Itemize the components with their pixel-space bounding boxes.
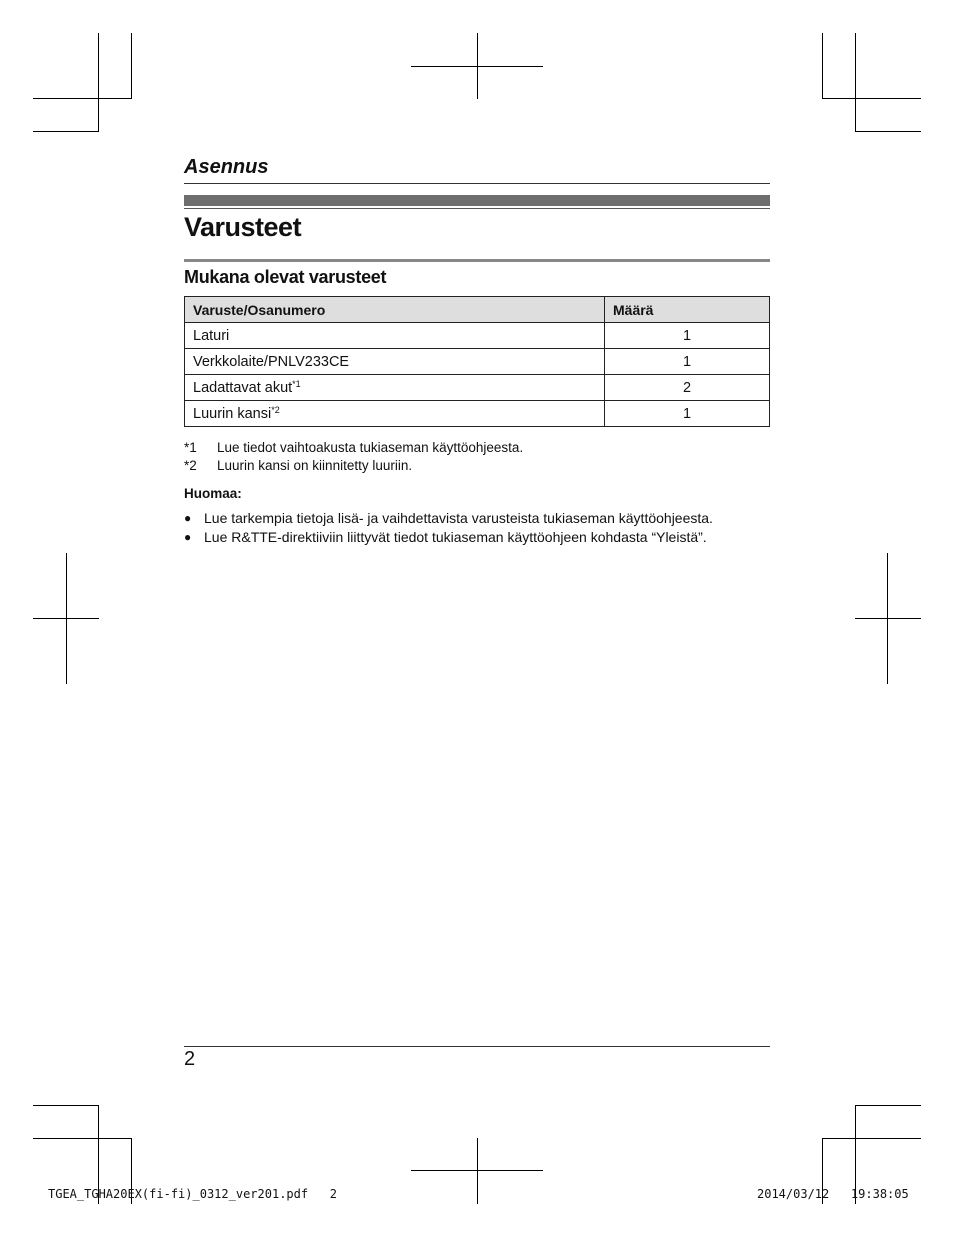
- page-number: 2: [184, 1048, 196, 1070]
- list-item: [184, 527, 713, 546]
- list-item-text: Lue tarkempia tietoja lisä- ja vaihdettavista varusteista tukiaseman käyttöohjeesta.: [204, 509, 713, 526]
- footnotes: [184, 440, 523, 476]
- title-underline: [184, 259, 770, 262]
- title-rule-top: [184, 208, 770, 209]
- page-title: Varusteet: [184, 212, 302, 242]
- table-header-row: [185, 297, 770, 323]
- crop-mark: [33, 618, 99, 619]
- item-cell: [185, 401, 605, 427]
- table-row: [185, 401, 770, 427]
- title-bar: [184, 195, 770, 206]
- crop-mark: [131, 33, 132, 99]
- footnote-mark: *2: [184, 458, 197, 473]
- footer-rule: [184, 1046, 770, 1047]
- footnote-mark: *1: [184, 440, 197, 455]
- crop-mark: [822, 1138, 921, 1139]
- accessories-table: [184, 296, 770, 427]
- crop-mark: [411, 66, 543, 67]
- crop-mark: [855, 1105, 921, 1106]
- list-item-text: Lue R&TTE-direktiiviin liittyvät tiedot tukiaseman käyttöohjeen kohdasta “Yleistä”.: [204, 528, 707, 545]
- bullet-icon: ●: [184, 510, 192, 525]
- crop-mark: [33, 98, 131, 99]
- footnote: [184, 440, 523, 458]
- print-datetime: 2014/03/12 19:38:05: [757, 1187, 909, 1201]
- crop-mark: [822, 33, 823, 99]
- list-item: [184, 508, 713, 527]
- column-header-item: Varuste/Osanumero: [185, 297, 605, 323]
- quantity-cell: 1: [605, 323, 770, 349]
- item-name: Verkkolaite/PNLV233CE: [193, 353, 350, 370]
- section-label: Asennus: [184, 156, 269, 178]
- item-cell: [185, 323, 605, 349]
- footnote-text: Lue tiedot vaihtoakusta tukiaseman käyttöohjeesta.: [217, 440, 524, 455]
- note-list: [184, 508, 713, 546]
- note-heading: Huomaa:: [184, 486, 242, 501]
- footnote-text: Luurin kansi on kiinnitetty luuriin.: [217, 458, 413, 473]
- crop-mark: [33, 1105, 99, 1106]
- crop-mark: [855, 33, 856, 131]
- crop-mark: [822, 98, 921, 99]
- footnote-ref: *1: [292, 378, 301, 389]
- footnote: [184, 458, 523, 476]
- column-header-quantity: Määrä: [605, 297, 770, 323]
- table-row: [185, 375, 770, 401]
- quantity-cell: 1: [605, 349, 770, 375]
- crop-mark: [855, 131, 921, 132]
- quantity-cell: 1: [605, 401, 770, 427]
- crop-mark: [855, 618, 921, 619]
- subheading: Mukana olevat varusteet: [184, 267, 387, 287]
- bullet-icon: ●: [184, 529, 192, 544]
- print-file-info: TGEA_TGHA20EX(fi-fi)_0312_ver201.pdf 2: [48, 1187, 337, 1201]
- crop-mark: [411, 1170, 543, 1171]
- item-cell: [185, 349, 605, 375]
- table-row: [185, 323, 770, 349]
- footnote-ref: *2: [271, 404, 280, 415]
- table-row: [185, 349, 770, 375]
- crop-mark: [477, 1138, 478, 1204]
- header-rule: [184, 183, 770, 184]
- item-name: Luurin kansi: [193, 405, 272, 422]
- crop-mark: [98, 33, 99, 131]
- crop-mark: [33, 131, 99, 132]
- item-cell: [185, 375, 605, 401]
- item-name: Ladattavat akut: [193, 379, 293, 396]
- item-name: Laturi: [193, 327, 230, 344]
- quantity-cell: 2: [605, 375, 770, 401]
- crop-mark: [33, 1138, 131, 1139]
